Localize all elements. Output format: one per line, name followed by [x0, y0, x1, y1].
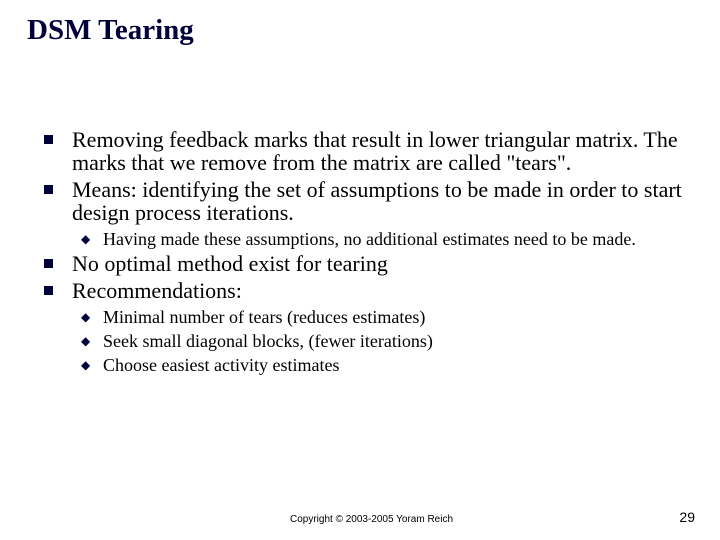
bullet-text: No optimal method exist for tearing: [72, 251, 388, 276]
diamond-bullet-icon: ◆: [81, 310, 91, 324]
sub-bullet-text: Choose easiest activity estimates: [103, 355, 340, 375]
bullet-text: Recommendations:: [72, 278, 242, 303]
bullet-item: [44, 128, 684, 174]
bullet-item: [44, 178, 684, 224]
diamond-bullet-icon: ◆: [81, 334, 91, 348]
sub-bullet-item: [44, 332, 684, 350]
sub-bullet-item: [44, 356, 684, 374]
sub-bullet-item: [44, 308, 684, 326]
sub-bullet-item: [44, 230, 684, 248]
bullet-item: [44, 279, 684, 302]
sub-bullet-text: Minimal number of tears (reduces estimates): [103, 307, 426, 327]
slide-title: DSM Tearing: [27, 14, 194, 46]
square-bullet-icon: [44, 259, 53, 268]
diamond-bullet-icon: ◆: [81, 232, 91, 246]
sub-bullet-text: Seek small diagonal blocks, (fewer iterations): [103, 331, 433, 351]
square-bullet-icon: [44, 286, 53, 295]
sub-bullet-text: Having made these assumptions, no additional estimates need to be made.: [103, 229, 636, 249]
page-number: 29: [679, 509, 695, 525]
bullet-text: Means: identifying the set of assumptions to be made in order to start design process iterations.: [72, 177, 682, 225]
square-bullet-icon: [44, 135, 53, 144]
copyright-notice: Copyright © 2003-2005 Yoram Reich: [290, 514, 454, 525]
square-bullet-icon: [44, 185, 53, 194]
bullet-item: [44, 252, 684, 275]
slide-content: [44, 128, 684, 374]
bullet-text: Removing feedback marks that result in lower triangular matrix. The marks that we remove from the matrix are called "tears".: [72, 127, 678, 175]
diamond-bullet-icon: ◆: [81, 358, 91, 372]
